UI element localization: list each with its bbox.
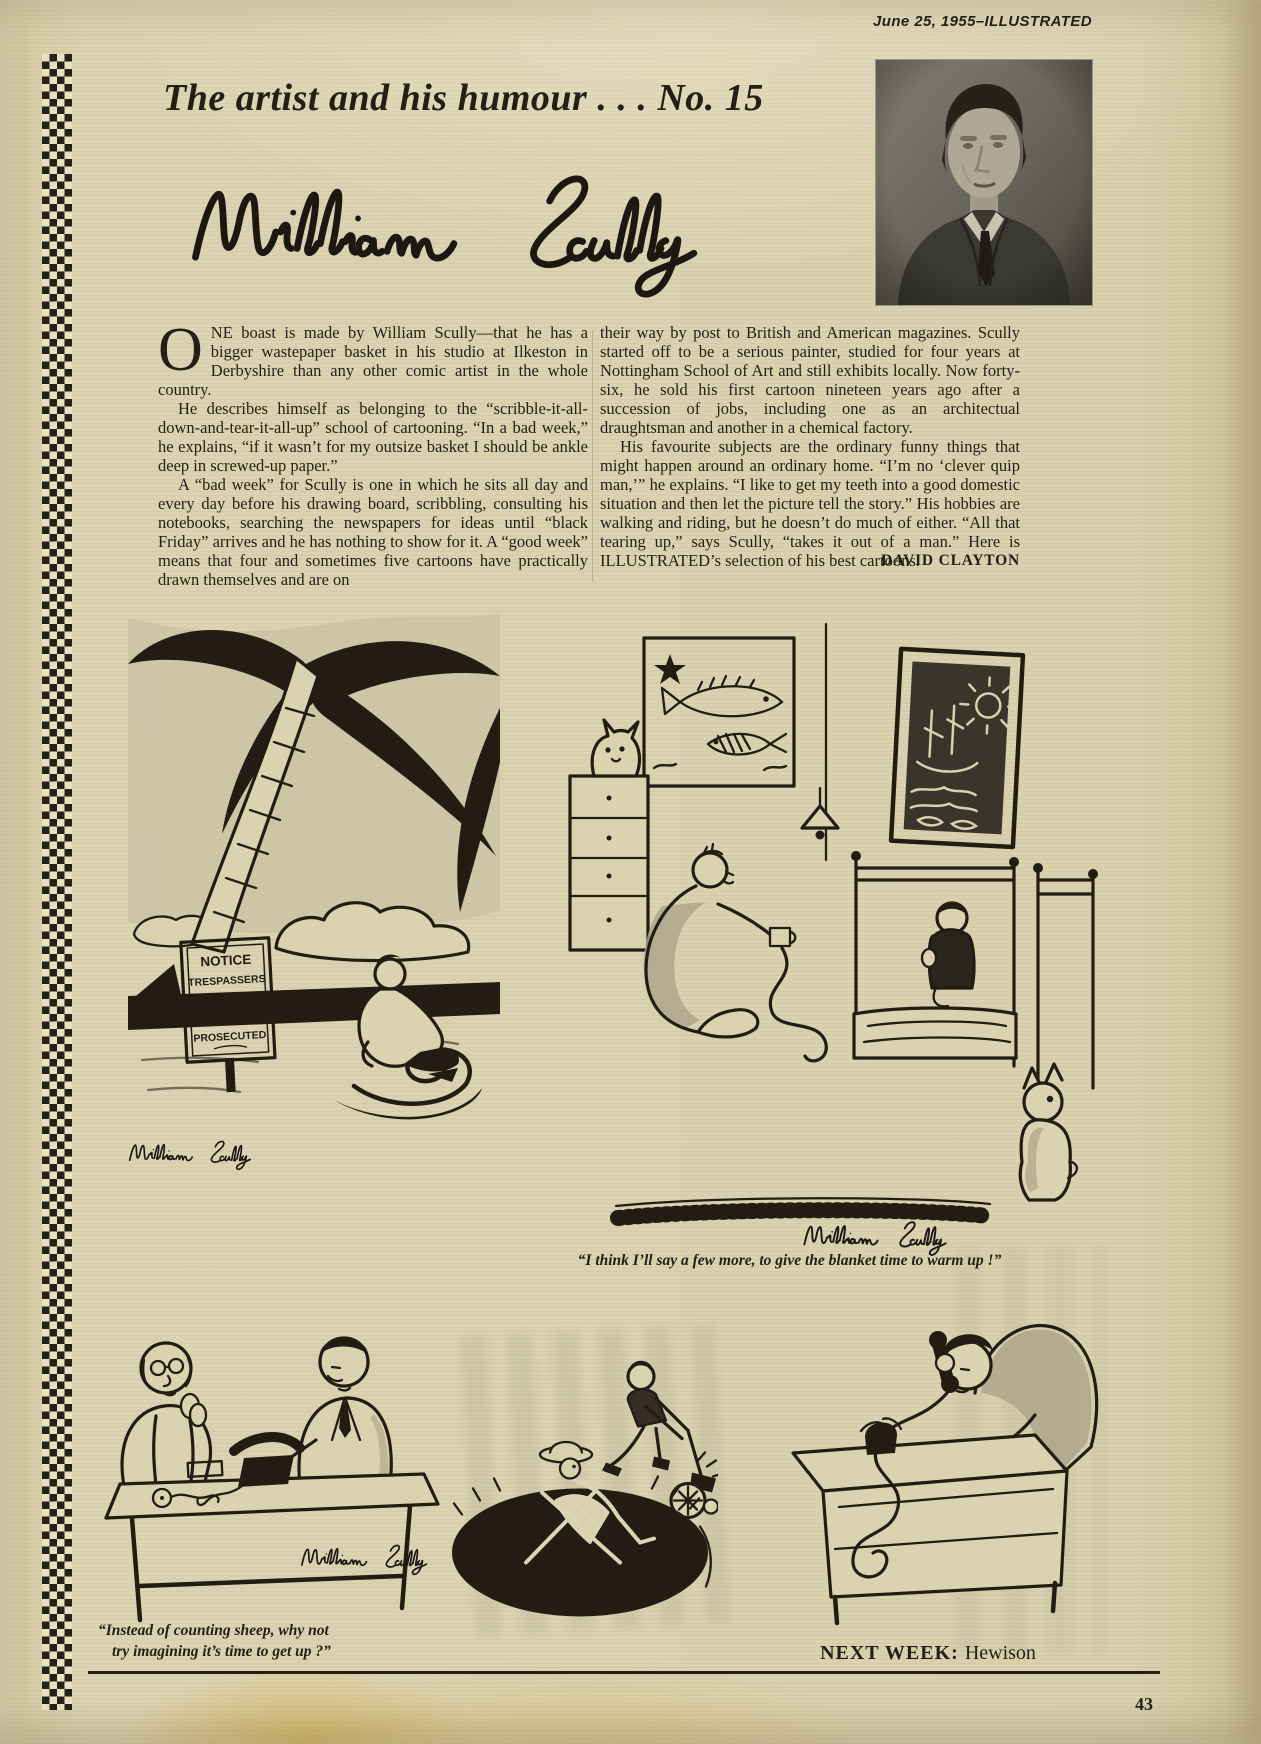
- sign-line: TRESPASSERS: [187, 973, 266, 990]
- sign-line: NOTICE: [199, 951, 252, 970]
- cartoon-signature: [126, 1136, 271, 1172]
- cartoon-bedtime-prayers: [558, 618, 1098, 1243]
- footer-rule: [88, 1671, 1160, 1674]
- body-paragraph: His favourite subjects are the ordinary funny things that might happen around an ordinary home. “I’m no ‘clever quip man,’” he explains. “I like to get my teeth into a good domestic situation and then let the picture tell the story.” His hobbies are walking and riding, but he doesn’t do much of either. “All that tearing up,” says Scully, “takes it out of a man.” Here is ILLUSTRATED’s selection of his best cartoons.: [600, 437, 1020, 570]
- cartoon-telephone-desk: [735, 1285, 1100, 1630]
- drop-cap: O: [158, 316, 203, 384]
- portrait-drawing: [876, 60, 1092, 305]
- body-column-left: [158, 316, 588, 589]
- page-number: 43: [1135, 1694, 1153, 1714]
- lede-text: NE boast is made by William Scully—that he has a bigger wastepaper basket in his studio at Ilkeston in Derbyshire than any other comic artist in the whole country.: [158, 323, 588, 399]
- article-series-title: The artist and his humour . . . No. 15: [163, 77, 764, 119]
- body-column-right: [600, 323, 1020, 570]
- caption-line-1: “Instead of counting sheep, why not: [98, 1622, 329, 1639]
- sign-line: BE: [220, 1009, 238, 1025]
- issue-date-line: June 25, 1955–ILLUSTRATED: [873, 13, 1092, 30]
- decorative-checker-border: [42, 54, 72, 1710]
- cartoon-caption-bedtime: “I think I’ll say a few more, to give the blanket time to warm up !”: [577, 1252, 1002, 1269]
- body-paragraph: A “bad week” for Scully is one in which he sits all day and every day before his drawing board, scribbling, consulting his notebooks, searching the newspapers for ideas until “black Friday” arrives and he has nothing to show for it. A “good week” means that four and sometimes five cartoons have practically drawn themselves and are on: [158, 475, 588, 589]
- body-paragraph: their way by post to British and American magazines. Scully started off to be a serious painter, studied for four years at Nottingham School of Art and still exhibits locally. Now forty-six, he sold his first cartoon nineteen years ago after a succession of jobs, including one as an architectual draughtsman and another in a chemical factory.: [600, 323, 1020, 437]
- column-divider: [592, 330, 593, 582]
- cartoon-consulting-desk: [92, 1288, 452, 1633]
- next-week-label: NEXT WEEK:: [820, 1642, 959, 1664]
- artist-signature-headline: [180, 156, 780, 306]
- sign-line: PROSECUTED: [193, 1029, 267, 1045]
- signature-script-drawing: [180, 156, 780, 306]
- cartoon-deckchair-mower: [448, 1300, 718, 1635]
- cartoon-beach-trespassers: [128, 612, 500, 1135]
- lede-paragraph: [158, 316, 588, 399]
- caption-line-2: try imagining it’s time to get up ?”: [112, 1643, 331, 1660]
- cartoon-signature: [298, 1540, 448, 1577]
- byline: DAVID CLAYTON: [881, 552, 1020, 569]
- next-week-artist: Hewison: [964, 1642, 1036, 1664]
- cartoon-caption-sheep: [98, 1620, 418, 1662]
- next-week-teaser: [788, 1642, 1068, 1665]
- artist-portrait-photo: [876, 60, 1092, 305]
- sign-line: WILL: [212, 991, 243, 1007]
- body-paragraph: He describes himself as belonging to the “scribble-it-all-down-and-tear-it-all-up” school of cartooning. “In a bad week,” he explains, “if it wasn’t for my outsize basket I should be ankle deep in screwed-up paper.”: [158, 399, 588, 475]
